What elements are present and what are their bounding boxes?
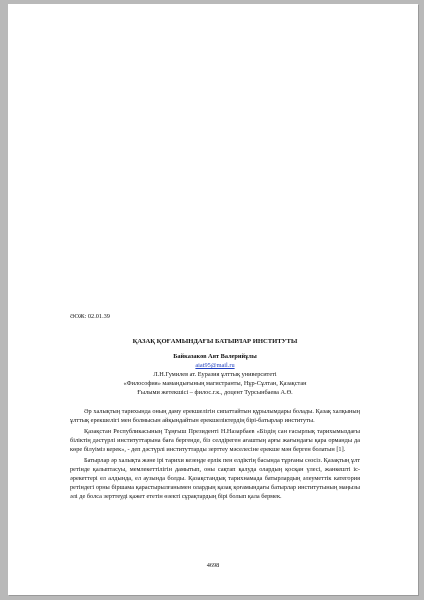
- affiliation-block: [70, 370, 360, 397]
- author-name: Байказаков Аят Валерийұлы: [173, 353, 257, 360]
- affiliation-university: Л.Н.Гумилев ат. Еуразия ұлттық университеті: [153, 371, 277, 378]
- article-title: ҚАЗАҚ ҚОҒАМЫНДАҒЫ БАТЫРЛАР ИНСТИТУТЫ: [132, 338, 298, 345]
- body-paragraph: Әр халықтың тарихында оның даму ерекшелігін сипаттайтын құрылымдары болады. Қазақ халқының ұлттық ерекшелігі мен болмысын айқындайтын ерекшеліктердің бірі-батырлар институты.: [70, 408, 360, 424]
- udc-code: ӘОЖ: 02.01.39: [70, 313, 110, 320]
- page-number: 4698: [206, 562, 220, 569]
- author-email-link[interactable]: aiat95@mail.ru: [195, 362, 235, 369]
- body-paragraph: Батырлар әр халықта және ірі тарихи кезеңде ерлік пен елдіктің басында тұрғаны сөзсіз. Қазақтың ұлт ретінде қалыптасуы, мемлекеттілігін дамытып, оны сақтап қалуда олардың қосқан үлесі, жанкешті іс-әрекеттері ел алдында, ел аузында болды. Қазақстандық тарихнамада батырлардың әлеуметтік категория ретіндегі орны біршама қарастырылғанымен олардың қазақ қоғамындағы батырлар институтының маңызы әлі де болса зерттеуді қажет ететін өзекті сұрақтардың бірі болып қала бермек.: [70, 457, 360, 500]
- affiliation-supervisor: Ғылыми жетекшісі – филос.г.к., доцент Турсынбаева А.Ө.: [137, 389, 293, 396]
- document-page: [8, 4, 418, 595]
- body-paragraph: Қазақстан Республикасының Тұңғыш Президенті Н.Назарбаев «Біздің сан ғасырлық тарихымыздағы біліктің дәстүрлі институттарына баға бергенде, біз селдіреген ағаштың арғы жағындағы қара орманды да көре білуіміз керек», - деп дәстүрлі институттарды зерттеу мәселесіне ерекше мән берген болатын [1].: [70, 428, 360, 453]
- affiliation-program: «Философия» мамандығының магистранты, Нұр-Сұлтан, Қазақстан: [123, 380, 307, 387]
- page-content: [70, 312, 360, 503]
- author-email-line: [70, 361, 360, 370]
